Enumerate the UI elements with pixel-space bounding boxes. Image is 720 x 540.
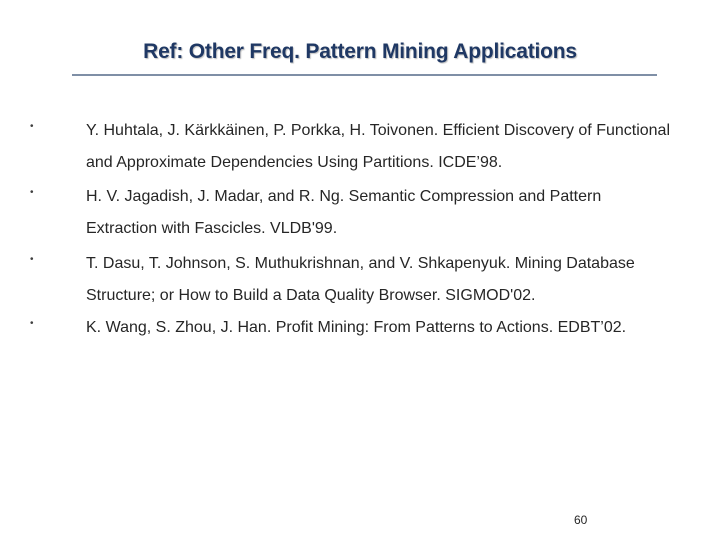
reference-text: Y. Huhtala, J. Kärkkäinen, P. Porkka, H. Toivonen. Efficient Discovery of Functional and Approximate Dependencies Using Partitions. ICDE’98. (86, 122, 671, 171)
page-number: 60 (574, 513, 588, 527)
bullet: • (30, 121, 34, 132)
bullet: • (30, 187, 34, 198)
bullet: • (30, 318, 34, 329)
bullet: • (30, 254, 34, 265)
reference-text: K. Wang, S. Zhou, J. Han. Profit Mining: From Patterns to Actions. EDBT’02. (86, 319, 627, 336)
reference-text: H. V. Jagadish, J. Madar, and R. Ng. Semantic Compression and Pattern Extraction with Fascicles. VLDB'99. (86, 188, 602, 237)
reference-text: T. Dasu, T. Johnson, S. Muthukrishnan, and V. Shkapenyuk. Mining Database Structure; or How to Build a Data Quality Browser. SIGMOD'02. (86, 255, 635, 304)
slide-title: Ref: Other Freq. Pattern Mining Applications (143, 40, 577, 63)
